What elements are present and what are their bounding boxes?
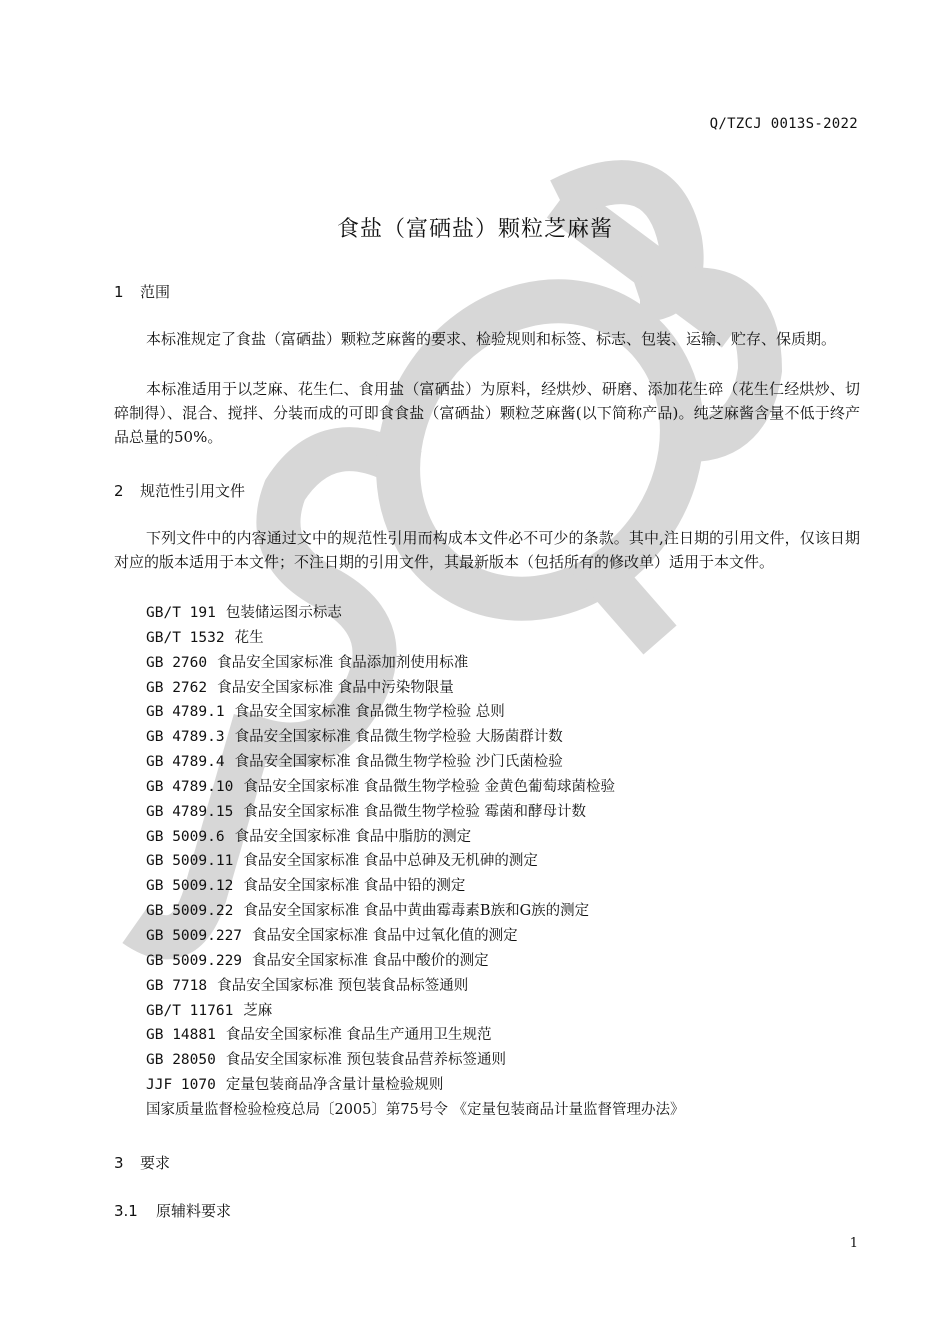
reference-code: GB 4789.15 bbox=[146, 803, 234, 820]
reference-item bbox=[146, 1048, 684, 1073]
reference-item bbox=[146, 775, 684, 800]
reference-item bbox=[146, 1098, 684, 1123]
reference-code: GB 5009.12 bbox=[146, 878, 234, 895]
reference-item bbox=[146, 974, 684, 999]
reference-item bbox=[146, 651, 684, 676]
reference-code: GB 28050 bbox=[146, 1052, 216, 1069]
reference-code: GB 4789.3 bbox=[146, 729, 225, 746]
reference-title: 食品安全国家标准 食品微生物学检验 霉菌和酵母计数 bbox=[243, 803, 587, 820]
reference-code: GB 2760 bbox=[146, 654, 208, 671]
document-title: 食盐（富硒盐）颗粒芝麻酱 bbox=[336, 217, 613, 242]
reference-code: GB 4789.1 bbox=[146, 704, 225, 721]
reference-title: 食品安全国家标准 预包装食品营养标签通则 bbox=[225, 1052, 506, 1069]
reference-code: GB 4789.4 bbox=[146, 754, 225, 771]
reference-item bbox=[146, 1023, 684, 1048]
scope-paragraph-1: 本标准规定了食盐（富硒盐）颗粒芝麻酱的要求、检验规则和标签、标志、包装、运输、贮存、保质期。 bbox=[146, 330, 837, 348]
reference-item bbox=[146, 725, 684, 750]
reference-code: GB 5009.227 bbox=[146, 927, 243, 944]
reference-title: 芝麻 bbox=[243, 1002, 273, 1019]
reference-title: 食品安全国家标准 食品中酸价的测定 bbox=[252, 952, 489, 969]
reference-item bbox=[146, 949, 684, 974]
reference-title: 食品安全国家标准 食品微生物学检验 金黄色葡萄球菌检验 bbox=[243, 778, 616, 795]
reference-title: 定量包装商品净含量计量检验规则 bbox=[225, 1077, 444, 1094]
reference-item bbox=[146, 750, 684, 775]
reference-code: GB/T 1532 bbox=[146, 629, 225, 646]
reference-code: GB 5009.11 bbox=[146, 853, 234, 870]
reference-item bbox=[146, 849, 684, 874]
reference-item bbox=[146, 676, 684, 701]
reference-title: 食品安全国家标准 食品中总砷及无机砷的测定 bbox=[243, 853, 538, 870]
reference-code: GB 2762 bbox=[146, 679, 208, 696]
reference-title: 食品安全国家标准 食品中黄曲霉毒素B族和G族的测定 bbox=[243, 903, 590, 920]
section-title: 原辅料要求 bbox=[156, 1202, 232, 1220]
section-title: 范围 bbox=[140, 283, 171, 301]
reference-code: GB/T 191 bbox=[146, 605, 216, 621]
scope-paragraph-2: 本标准适用于以芝麻、花生仁、食用盐（富硒盐）为原料，经烘炒、研磨、添加花生碎（花生仁经烘炒、切碎制得）、混合、搅拌、分装而成的可即食食盐（富硒盐）颗粒芝麻酱(以下简称产品)。纯芝麻酱含量不低于终产品总量的50%。 bbox=[114, 380, 860, 446]
reference-item bbox=[146, 825, 684, 850]
reference-item bbox=[146, 700, 684, 725]
reference-code: GB 14881 bbox=[146, 1027, 216, 1044]
reference-code: GB 4789.10 bbox=[146, 778, 234, 795]
reference-title: 食品安全国家标准 食品微生物学检验 大肠菌群计数 bbox=[234, 729, 563, 746]
reference-item bbox=[146, 924, 684, 949]
reference-code: GB/T 11761 bbox=[146, 1002, 234, 1019]
section-title: 规范性引用文件 bbox=[140, 482, 246, 500]
reference-code: GB 7718 bbox=[146, 977, 208, 994]
reference-title: 食品安全国家标准 食品添加剂使用标准 bbox=[217, 654, 469, 671]
page-number: 1 bbox=[849, 1236, 858, 1251]
reference-code: JJF 1070 bbox=[146, 1077, 216, 1094]
standard-code: Q/TZCJ 0013S-2022 bbox=[709, 116, 858, 132]
reference-item bbox=[146, 601, 684, 626]
reference-title: 食品安全国家标准 食品中过氧化值的测定 bbox=[252, 927, 518, 944]
reference-code: GB 5009.229 bbox=[146, 952, 243, 969]
reference-title: 食品安全国家标准 食品微生物学检验 总则 bbox=[234, 704, 505, 721]
reference-item bbox=[146, 626, 684, 651]
reference-title: 食品安全国家标准 预包装食品标签通则 bbox=[217, 977, 469, 994]
reference-item bbox=[146, 899, 684, 924]
section-1-heading bbox=[114, 281, 170, 302]
section-title: 要求 bbox=[140, 1154, 171, 1172]
section-3-heading bbox=[114, 1152, 170, 1173]
reference-code: GB 5009.6 bbox=[146, 828, 225, 845]
section-2-heading bbox=[114, 480, 245, 501]
reference-title: 食品安全国家标准 食品中脂肪的测定 bbox=[234, 828, 472, 845]
section-number: 3 bbox=[114, 1154, 124, 1172]
reference-title: 包装储运图示标志 bbox=[225, 605, 342, 621]
reference-code: GB 5009.22 bbox=[146, 903, 234, 920]
reference-title: 食品安全国家标准 食品中污染物限量 bbox=[217, 679, 454, 696]
reference-title: 食品安全国家标准 食品微生物学检验 沙门氏菌检验 bbox=[234, 754, 563, 771]
reference-item bbox=[146, 999, 684, 1024]
reference-list bbox=[146, 601, 684, 1123]
section-number: 1 bbox=[114, 283, 124, 301]
reference-item bbox=[146, 1073, 684, 1098]
reference-title: 食品安全国家标准 食品中铅的测定 bbox=[243, 878, 466, 895]
reference-item bbox=[146, 800, 684, 825]
section-number: 3.1 bbox=[114, 1202, 138, 1220]
reference-title: 食品安全国家标准 食品生产通用卫生规范 bbox=[225, 1027, 492, 1044]
reference-title: 花生 bbox=[234, 629, 264, 646]
section-number: 2 bbox=[114, 482, 124, 500]
section-3-1-heading bbox=[114, 1200, 231, 1221]
normative-intro: 下列文件中的内容通过文中的规范性引用而构成本文件必不可少的条款。其中,注日期的引用文件，仅该日期对应的版本适用于本文件；不注日期的引用文件，其最新版本（包括所有的修改单）适用于本文件。 bbox=[114, 529, 860, 571]
reference-item bbox=[146, 874, 684, 899]
reference-title: 国家质量监督检验检疫总局〔2005〕第75号令 《定量包装商品计量监督管理办法》 bbox=[146, 1101, 685, 1118]
